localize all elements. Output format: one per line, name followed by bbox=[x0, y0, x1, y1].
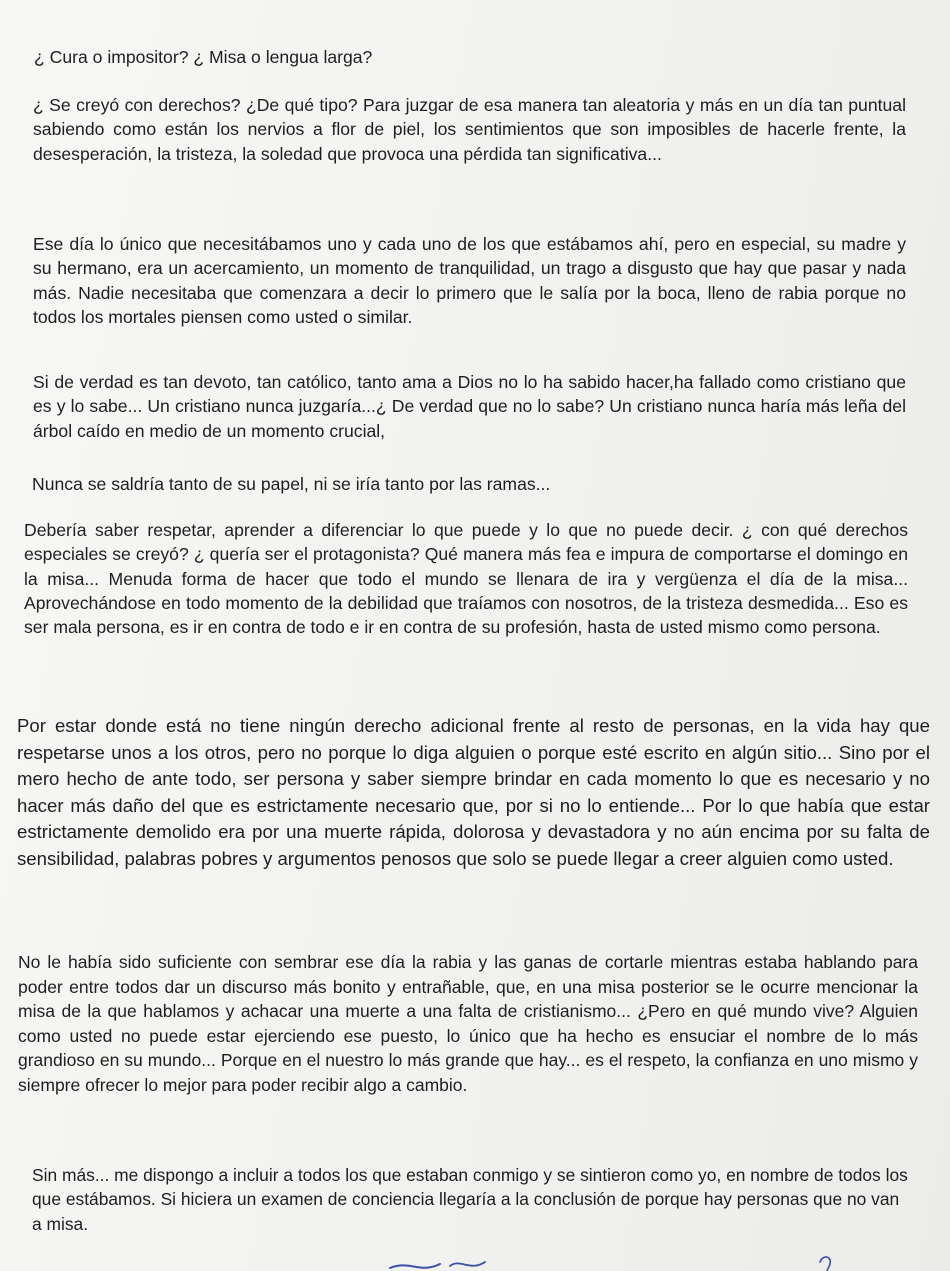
signature-ink-marks bbox=[380, 1252, 950, 1271]
letter-paragraph-closing: Sin más... me dispongo a incluir a todos los que estaban conmigo y se sintieron como yo, en nombre de todos los que estábamos. Si hiciera un examen de conciencia llegaría a la conclusión de porque hay personas que no van a misa. bbox=[32, 1165, 908, 1234]
letter-paragraph-never: Nunca se saldría tanto de su papel, ni se iría tanto por las ramas... bbox=[32, 474, 551, 494]
letter-paragraph-opening-questions: ¿ Cura o impositor? ¿ Misa o lengua larga? bbox=[34, 47, 373, 67]
letter-paragraph-rights: ¿ Se creyó con derechos? ¿De qué tipo? Para juzgar de esa manera tan aleatoria y más en un día tan puntual sabiendo como están los nervios a flor de piel, los sentimientos que son imposibles de hacerle frente, la desesperación, la tristeza, la soledad que provoca una pérdida tan significativa... bbox=[33, 95, 906, 164]
letter-paragraph-devout: Si de verdad es tan devoto, tan católico, tanto ama a Dios no lo ha sabido hacer,ha fallado como cristiano que es y lo sabe... Un cristiano nunca juzgaría...¿ De verdad que no lo sabe? Un cristiano nunca haría más leña del árbol caído en medio de un momento crucial, bbox=[33, 372, 906, 441]
letter-paragraph-no-additional-rights: Por estar donde está no tiene ningún derecho adicional frente al resto de personas, en la vida hay que respetarse unos a los otros, pero no porque lo diga alguien o porque esté escrito en algún sitio... Sino por el mero hecho de ante todo, ser persona y saber siempre brindar en cada momento lo que es necesario y no hacer más daño del que es estrictamente necesario que, por si no lo entiende... Por lo que había que estar estrictamente demolido era por una muerte rápida, dolorosa y devastadora y no aún encima por su falta de sensibilidad, palabras pobres y argumentos penosos que solo se puede llegar a creer alguien como usted. bbox=[17, 715, 930, 869]
letter-paragraph-respect: Debería saber respetar, aprender a diferenciar lo que puede y lo que no puede decir. ¿ con qué derechos especiales se creyó? ¿ quería ser el protagonista? Qué manera más fea e impura de comportarse el domingo en la misa... Menuda forma de hacer que todo el mundo se llenara de ira y vergüenza el día de la misa... Aprovechándose en todo momento de la debilidad que traíamos con nosotros, de la tristeza desmedida... Eso es ser mala persona, es ir en contra de todo e ir en contra de su profesión, hasta de usted mismo como persona. bbox=[24, 520, 908, 638]
letter-paragraph-not-enough: No le había sido suficiente con sembrar ese día la rabia y las ganas de cortarle mientras estaba hablando para poder entre todos dar un discurso más bonito y entrañable, que, en una misa posterior se le ocurre mencionar la misa de la que hablamos y achacar una muerte a una falta de cristianismo... ¿Pero en qué mundo vive? Alguien como usted no puede estar ejerciendo ese puesto, lo único que ha hecho es ensuciar el nombre de lo más grandioso en su mundo... Porque en el nuestro lo más grande que hay... es el respeto, la confianza en uno mismo y siempre ofrecer lo mejor para poder recibir algo a cambio. bbox=[18, 952, 918, 1095]
letter-paragraph-that-day: Ese día lo único que necesitábamos uno y cada uno de los que estábamos ahí, pero en especial, su madre y su hermano, era un acercamiento, un momento de tranquilidad, un trago a disgusto que hay que pasar y nada más. Nadie necesitaba que comenzara a decir lo primero que le salía por la boca, lleno de rabia porque no todos los mortales piensen como usted o similar. bbox=[33, 234, 906, 327]
